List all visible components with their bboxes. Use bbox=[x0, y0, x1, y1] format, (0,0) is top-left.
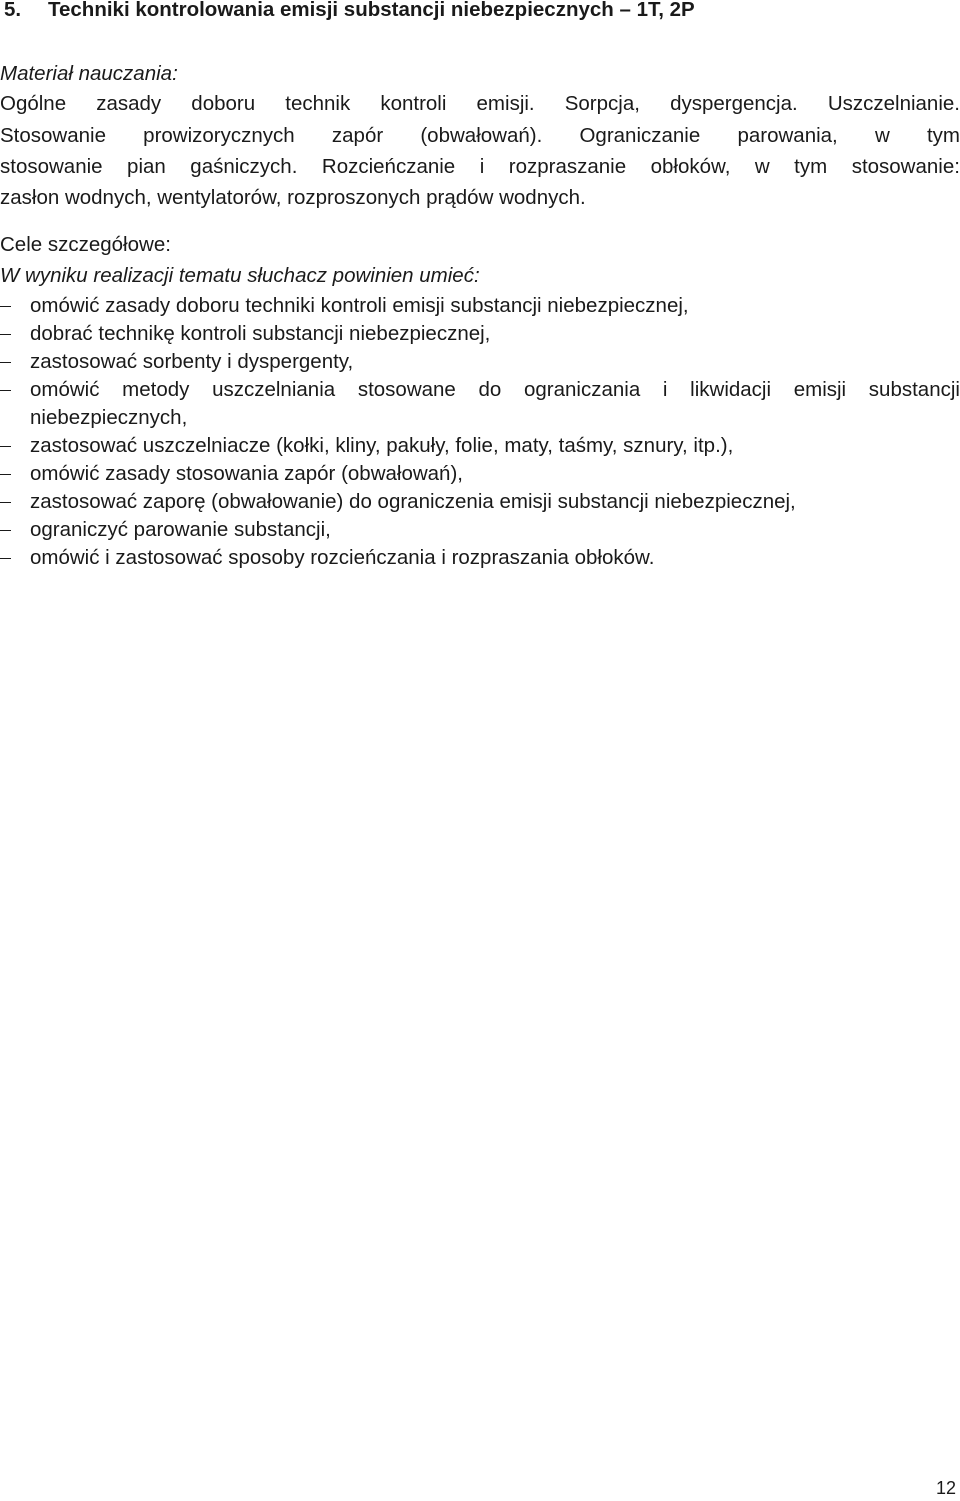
dash-bullet bbox=[0, 362, 11, 363]
material-line-4: zasłon wodnych, wentylatorów, rozproszonych prądów wodnych. bbox=[0, 186, 586, 209]
dash-bullet bbox=[0, 558, 11, 559]
material-line-3: stosowanie pian gaśniczych. Rozcieńczanie i rozpraszanie obłoków, w tym stosowanie: bbox=[0, 155, 960, 178]
section-number: 5. bbox=[4, 0, 22, 21]
page-number: 12 bbox=[935, 1478, 956, 1498]
goals-intro: W wyniku realizacji tematu słuchacz powinien umieć: bbox=[0, 264, 480, 287]
section-title: Techniki kontrolowania emisji substancji niebezpiecznych – 1T, 2P bbox=[48, 0, 695, 21]
material-line-2: Stosowanie prowizorycznych zapór (obwałowań). Ograniczanie parowania, w tym bbox=[0, 124, 960, 147]
dash-bullet bbox=[0, 530, 11, 531]
dash-bullet bbox=[0, 474, 11, 475]
dash-bullet bbox=[0, 334, 11, 335]
section-heading bbox=[0, 0, 960, 22]
dash-bullet bbox=[0, 390, 11, 391]
material-label: Materiał nauczania: bbox=[0, 62, 178, 85]
goals-label: Cele szczegółowe: bbox=[0, 233, 171, 256]
dash-bullet bbox=[0, 502, 11, 503]
list-item: omówić metody uszczelniania stosowane do ograniczania i likwidacji emisji substancji niebezpiecznych, bbox=[0, 378, 960, 432]
dash-bullet bbox=[0, 446, 11, 447]
material-line-1: Ogólne zasady doboru technik kontroli emisji. Sorpcja, dyspergencja. Uszczelnianie. bbox=[0, 92, 960, 115]
dash-bullet bbox=[0, 306, 11, 307]
document-page: 5. Techniki kontrolowania emisji substancji niebezpiecznych – 1T, 2P Materiał nauczania: Ogólne zasady doboru technik kontroli emisji. Sorpcja, dyspergencja. Uszczelnianie. Stosowanie prowizorycznych zapór (obwałowań). Ograniczanie parowania, w tym stosowanie pian gaśniczych. Rozcieńczanie i rozpraszanie obłoków, w tym stosowanie: zasłon wodnych, wentylatorów, rozproszonych prądów wodnych. Cele szczegółowe: W wyniku realizacji tematu słuchacz powinien umieć: omówić zasady doboru techniki kontroli emisji substancji niebezpiecznej, dobrać technikę kontroli substancji niebezpiecznej, zastosować sorbenty i dyspergenty, omówić metody uszczelniania stosowane do ograniczania i likwidacji emisji substancji niebezpiecznych, zastosować uszczelniacze (kołki, kliny, pakuły, folie, maty, taśmy, sznury, itp.), omówić zasady stosowania zapór (obwałowań), zastosować zaporę (obwałowanie) do ograniczenia emisji substancji niebezpiecznej, ograniczyć parowanie substancji, omówić i zastosować sposoby rozcieńczania i rozpraszania obłoków. 12 bbox=[0, 0, 960, 1498]
